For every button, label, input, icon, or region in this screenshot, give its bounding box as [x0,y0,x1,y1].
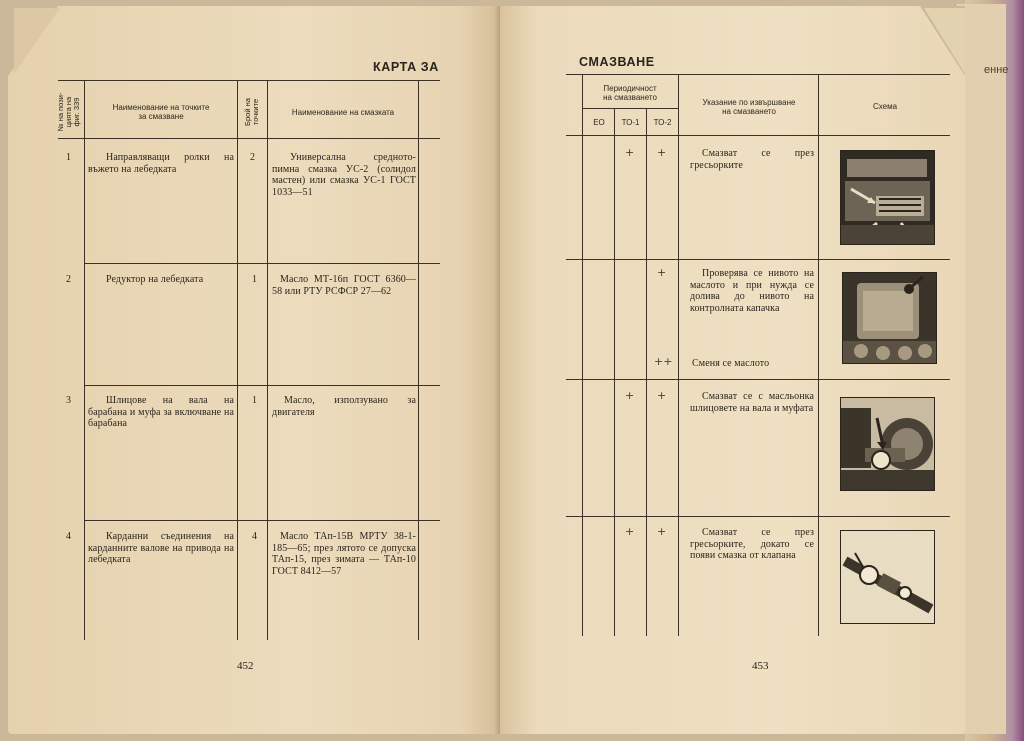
row-1-count: 2 [250,152,255,163]
row-divider [566,259,950,260]
right-page-corner-flap [924,8,965,74]
column-divider [646,108,647,636]
column-divider [418,80,419,640]
row-4-number: 4 [66,531,71,542]
scheme-image-winch-reducer [842,272,937,364]
left-page-number: 452 [237,660,254,672]
row-divider [566,516,950,517]
column-divider [582,74,583,636]
table-top-rule [566,74,950,75]
row-3-count: 1 [252,395,257,406]
row-3-to1-mark: + [625,389,635,402]
row-1-instructions: Смазват се през гресьорките [690,148,814,171]
header-eo: ЕО [593,118,605,127]
row-4-count: 4 [252,531,257,542]
row-3-to2-mark: + [657,389,667,402]
column-divider [818,74,819,636]
column-divider [678,74,679,636]
table-header-rule [566,135,950,136]
scheme-image-cardan-joint [840,530,935,624]
row-1-to2-mark: + [657,146,667,159]
right-page-title: СМАЗВАНЕ [579,55,655,69]
row-3-number: 3 [66,395,71,406]
left-page-corner-flap [14,8,60,74]
header-lubricant-name: Наименование на смазката [291,108,395,117]
row-2-count: 1 [252,274,257,285]
row-4-to1-mark: + [625,525,635,538]
header-to1: ТО-1 [621,118,640,127]
header-position-number: № на пози- цията на фиг. 339 [56,92,81,132]
row-2-instructions: Проверява се нивото на маслото и при нужда се долива до нивото на контролната капачка [690,268,814,314]
header-points-count: Брой на точките [243,98,260,126]
table-header-rule [58,138,440,139]
row-divider [566,379,950,380]
row-4-instructions: Смазват се през гресьорките, докато се появи смазка от клапана [690,527,814,561]
row-3-point: Шлицове на вала на барабана и муфа за включване на барабана [88,395,234,429]
column-divider [614,108,615,636]
underlying-page-text: енне [984,64,1009,76]
right-page-number: 453 [752,660,769,672]
periodicity-subheader-rule [582,108,678,109]
row-4-point: Карданни съединения на карданните валове на привода на лебедката [88,531,234,565]
left-page-title: КАРТА ЗА [373,60,439,74]
scheme-image-drum-shaft [840,397,935,491]
row-divider [84,520,440,521]
header-to2: ТО-2 [653,118,672,127]
scheme-image-winch-rollers [840,150,935,245]
row-4-to2-mark: + [657,525,667,538]
row-divider [84,385,440,386]
row-2-lubricant: Масло МТ-16п ГОСТ 6360—58 или РТУ РСФСР 27—62 [272,274,416,297]
table-top-rule [58,80,440,81]
row-1-number: 1 [66,152,71,163]
header-instructions: Указание по извършване на смазването [702,98,796,116]
row-1-lubricant: Универсална средното-пимна смазка УС-2 (солидол мастен) или смазка УС-1 ГОСТ 1033—51 [272,152,416,198]
row-1-to1-mark: + [625,146,635,159]
header-periodicity: Периодичност на смазването [603,84,657,102]
column-divider [84,80,85,640]
row-2b-to2-mark: ++ [654,355,673,368]
row-1-point: Направляващи ролки на въжето на лебедката [88,152,234,175]
column-divider [237,80,238,640]
row-2b-instructions: Сменя се маслото [692,358,770,369]
header-points-name: Наименование на точките за смазване [112,103,210,121]
row-2-point: Редуктор на лебедката [106,274,204,285]
row-2-to2-mark: + [657,266,667,279]
row-3-instructions: Смазват се с масльонка шлицовете на вала и муфата [690,391,814,414]
row-divider [84,263,440,264]
header-scheme: Схема [872,102,898,111]
row-4-lubricant: Масло ТАп-15В МРТУ 38-1-185—65; през лятото се допуска ТАп-15, през зимата — ТАп-10 ГОСТ 8412—57 [272,531,416,577]
row-2-number: 2 [66,274,71,285]
row-3-lubricant: Масло, използувано за двигателя [272,395,416,418]
column-divider [267,80,268,640]
